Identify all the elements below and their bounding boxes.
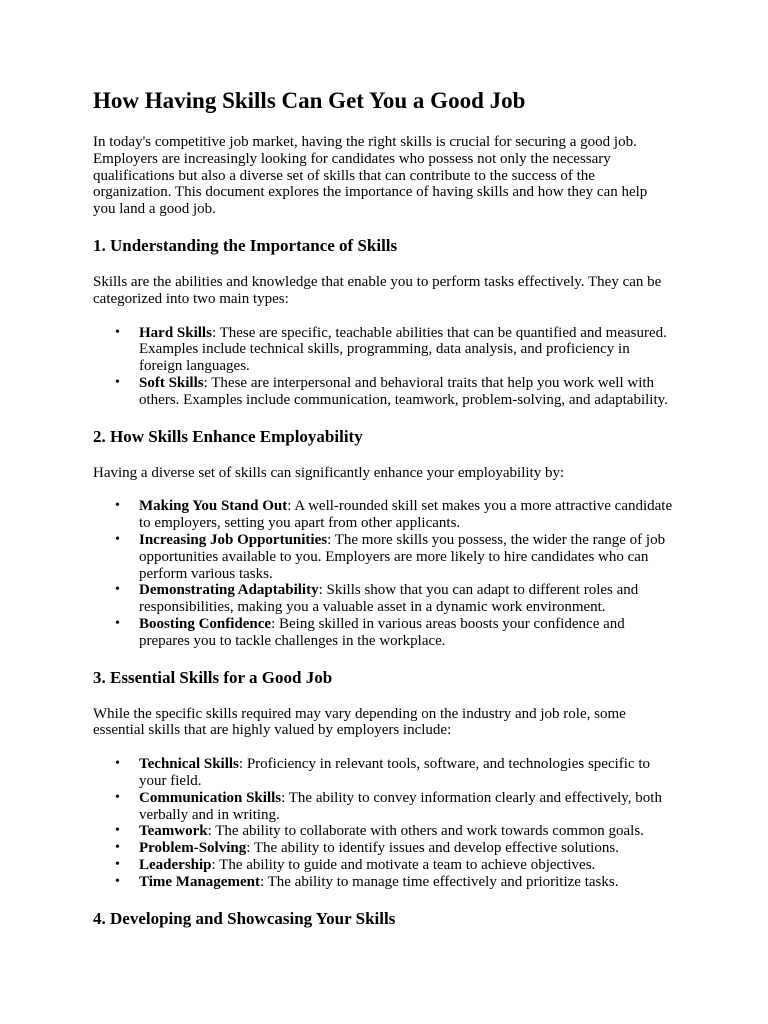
document-title: How Having Skills Can Get You a Good Job bbox=[93, 88, 526, 113]
list-item-text: : These are specific, teachable abilities that can be quantified and measured. Examples include technical skills, programming, data analysis, and proficiency in foreign languages. bbox=[139, 324, 667, 375]
list-item-term: Communication Skills bbox=[139, 789, 282, 806]
section-heading: 4. Developing and Showcasing Your Skills bbox=[93, 908, 396, 928]
sections-container bbox=[93, 235, 675, 930]
bullet-icon: • bbox=[115, 498, 120, 514]
list-item bbox=[115, 856, 673, 874]
list-item bbox=[115, 840, 673, 857]
bullet-icon: • bbox=[115, 531, 120, 547]
list-item bbox=[115, 615, 673, 650]
list-item bbox=[115, 374, 673, 409]
list-item-term: Increasing Job Opportunities bbox=[139, 531, 328, 548]
bullet-icon: • bbox=[115, 615, 120, 631]
list-item-text: : The ability to convey information clearly and effectively, both verbally and in writing. bbox=[139, 789, 662, 823]
section-heading: 2. How Skills Enhance Employability bbox=[93, 426, 363, 446]
bullet-list bbox=[93, 498, 673, 649]
list-item-term: Demonstrating Adaptability bbox=[139, 582, 319, 599]
list-item-text: : The ability to identify issues and develop effective solutions. bbox=[246, 840, 619, 857]
bullet-icon: • bbox=[115, 374, 120, 390]
intro-paragraph: In today's competitive job market, having the right skills is crucial for securing a good job. Employers are increasingly looking for candidates who possess not only the necessary qualifications but also a diverse set of skills that can contribute to the success of the organization. This document explores the importance of having skills and how they can help you land a good job. bbox=[93, 134, 648, 218]
list-item-term: Technical Skills bbox=[139, 756, 239, 773]
list-item-text: : The ability to guide and motivate a team to achieve objectives. bbox=[211, 856, 596, 873]
bullet-icon: • bbox=[115, 873, 120, 889]
list-item-text: : Proficiency in relevant tools, software, and technologies specific to your field. bbox=[139, 756, 651, 789]
list-item bbox=[115, 531, 673, 582]
bullet-list bbox=[93, 325, 673, 409]
bullet-icon: • bbox=[115, 756, 120, 772]
list-item-term: Problem-Solving bbox=[139, 840, 247, 857]
list-item bbox=[115, 873, 673, 891]
list-item-text: : The more skills you possess, the wider the range of job opportunities available to you. Employers are more likely to hire candidates who can perform various tasks. bbox=[139, 531, 666, 582]
list-item bbox=[115, 756, 673, 790]
list-item-text: : The ability to collaborate with others and work towards common goals. bbox=[207, 823, 644, 840]
list-item-text: : Being skilled in various areas boosts your confidence and prepares you to tackle challenges in the workplace. bbox=[139, 615, 625, 649]
list-item-term: Making You Stand Out bbox=[139, 498, 288, 515]
bullet-icon: • bbox=[115, 324, 120, 340]
list-item bbox=[115, 498, 673, 532]
section-paragraph: While the specific skills required may vary depending on the industry and job role, some essential skills that are highly valued by employers include: bbox=[93, 705, 626, 739]
list-item-text: : The ability to manage time effectively and prioritize tasks. bbox=[259, 873, 619, 890]
list-item-term: Hard Skills bbox=[139, 324, 212, 341]
bullet-icon: • bbox=[115, 823, 120, 839]
list-item-term: Soft Skills bbox=[139, 374, 204, 391]
section-paragraph: Skills are the abilities and knowledge that enable you to perform tasks effectively. They can be categorized into two main types: bbox=[93, 273, 662, 307]
bullet-icon: • bbox=[115, 582, 120, 598]
bullet-icon: • bbox=[115, 856, 120, 872]
section-paragraph: Having a diverse set of skills can significantly enhance your employability by: bbox=[93, 464, 565, 481]
section-heading: 1. Understanding the Importance of Skills bbox=[93, 235, 398, 255]
list-item bbox=[115, 823, 673, 840]
section-heading: 3. Essential Skills for a Good Job bbox=[93, 667, 333, 687]
list-item bbox=[115, 582, 673, 616]
list-item-term: Teamwork bbox=[139, 823, 208, 840]
list-item-text: : A well-rounded skill set makes you a more attractive candidate to employers, setting you apart from other applicants. bbox=[139, 498, 673, 532]
list-item-text: : These are interpersonal and behavioral traits that help you work well with others. Examples include communication, teamwork, problem-solving, and adaptability. bbox=[139, 374, 668, 408]
list-item-text: : Skills show that you can adapt to different roles and responsibilities, making you a valuable asset in a dynamic work environment. bbox=[139, 582, 639, 616]
list-item-term: Boosting Confidence bbox=[139, 615, 272, 632]
bullet-list bbox=[93, 756, 673, 890]
list-item bbox=[115, 324, 673, 375]
list-item-term: Time Management bbox=[139, 873, 260, 890]
bullet-icon: • bbox=[115, 840, 120, 856]
list-item-term: Leadership bbox=[139, 856, 212, 873]
bullet-icon: • bbox=[115, 789, 120, 805]
list-item bbox=[115, 789, 673, 824]
